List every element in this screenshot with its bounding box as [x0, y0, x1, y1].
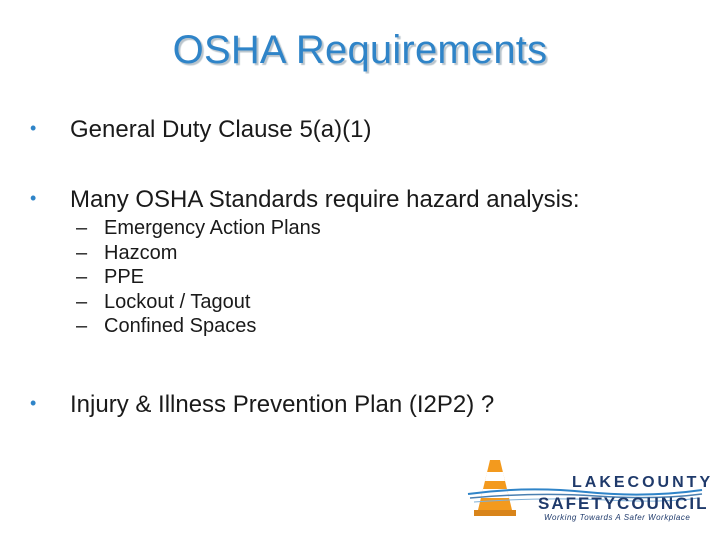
sub-bullet-item	[76, 241, 321, 266]
dash-icon: –	[76, 241, 88, 264]
lake-county-safety-council-logo	[466, 456, 714, 526]
sub-bullet-list	[76, 216, 321, 339]
sub-bullet-item	[76, 216, 321, 241]
sub-bullet-text: Confined Spaces	[104, 315, 257, 338]
sub-bullet-text: Hazcom	[104, 241, 178, 264]
sub-bullet-text: Emergency Action Plans	[104, 217, 321, 239]
bullet-text: Injury & Illness Prevention Plan (I2P2) ?	[70, 391, 495, 418]
sub-bullet-item	[76, 290, 321, 315]
logo-tagline: Working Towards A Safer Workplace	[544, 513, 691, 522]
dash-icon: –	[76, 315, 88, 338]
bullet-item-osha-standards	[30, 186, 580, 214]
bullet-text: General Duty Clause 5(a)(1)	[70, 116, 372, 143]
dash-icon: –	[76, 290, 88, 313]
bullet-item-general-duty	[30, 116, 371, 144]
logo-line-2: SAFETYCOUNCIL	[538, 494, 709, 513]
slide-title: OSHA Requirements	[172, 28, 548, 72]
logo-line-1: LAKECOUNTY	[572, 474, 714, 491]
sub-bullet-item	[76, 314, 321, 339]
bullet-dot-icon: •	[30, 393, 37, 413]
sub-bullet-text: Lockout / Tagout	[104, 290, 251, 313]
bullet-text: Many OSHA Standards require hazard analysis:	[70, 186, 580, 213]
dash-icon: –	[76, 217, 88, 239]
bullet-item-i2p2	[30, 391, 494, 419]
dash-icon: –	[76, 266, 88, 289]
sub-bullet-text: PPE	[104, 266, 145, 289]
bullet-dot-icon: •	[30, 188, 37, 208]
sub-bullet-item	[76, 265, 321, 290]
bullet-dot-icon: •	[30, 118, 37, 138]
